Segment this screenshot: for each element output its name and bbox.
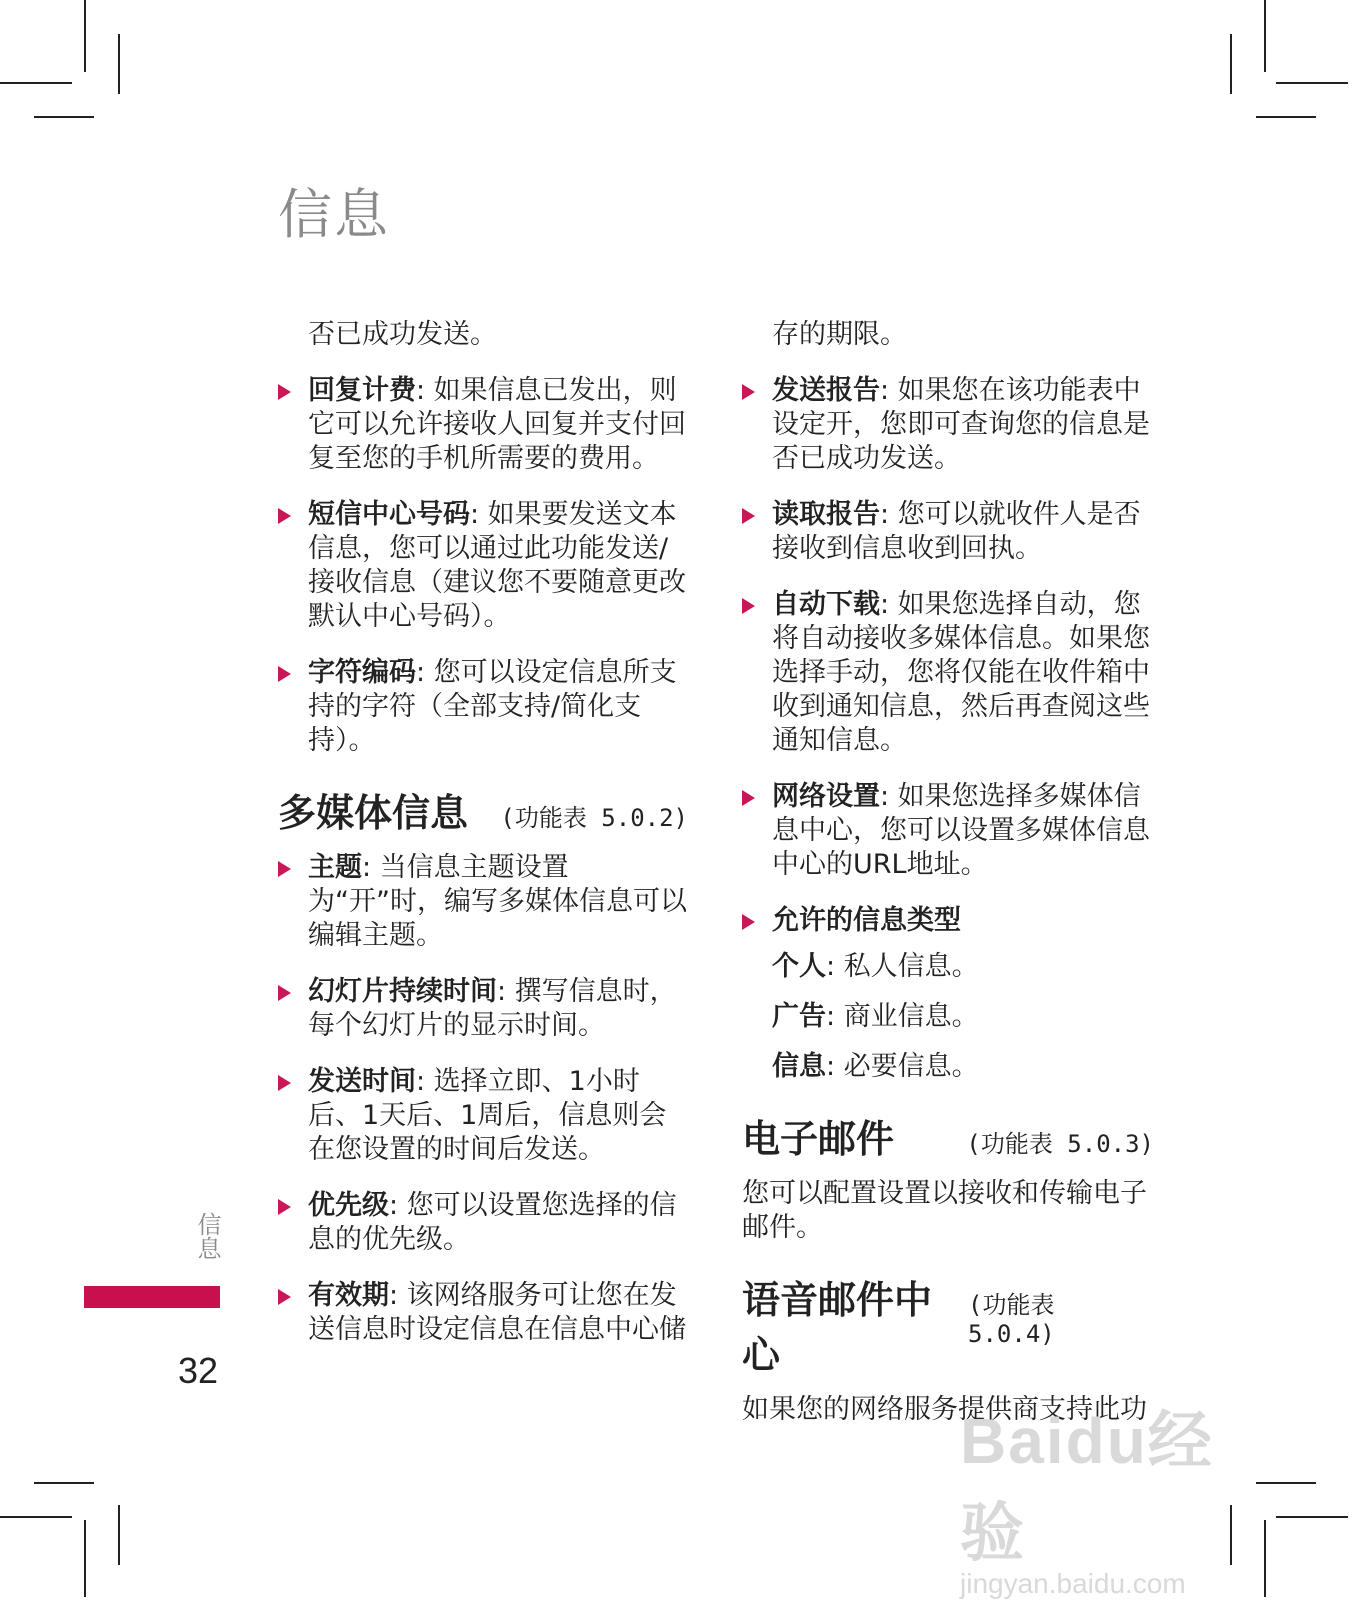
- sub-item-text: : 商业信息。: [826, 1001, 979, 1032]
- bullet-text: : 如果要发送文本信息，您可以通过此功能发送/接收信息（建议您不要随意更改默认中心号码）。: [308, 499, 686, 632]
- page-number: 32: [178, 1350, 219, 1391]
- crop-mark: [0, 1516, 72, 1518]
- bullet-item: [278, 1189, 688, 1257]
- page-title: 信息: [278, 183, 390, 246]
- bullet-label: 发送报告: [772, 375, 880, 406]
- section-heading-email: [742, 1108, 1154, 1163]
- menu-reference: (功能表 5.0.3): [966, 1130, 1154, 1158]
- side-tab-bar: [84, 1286, 220, 1308]
- section-title: 多媒体信息: [278, 791, 469, 835]
- bullet-text: : 您可以设置您选择的信息的优先级。: [308, 1190, 677, 1255]
- watermark: [960, 1390, 1260, 1599]
- watermark-logo: Baidu经验: [960, 1405, 1214, 1569]
- crop-mark: [1276, 1516, 1348, 1518]
- crop-mark: [1264, 0, 1266, 72]
- bullet-item: [742, 780, 1154, 882]
- bullet-text: : 撰写信息时，每个幻灯片的显示时间。: [308, 976, 677, 1041]
- bullet-item-allowed-types: [742, 904, 1154, 938]
- triangle-bullet-icon: [278, 508, 291, 524]
- triangle-bullet-icon: [278, 1289, 291, 1305]
- crop-mark: [1230, 34, 1232, 94]
- section-heading-mms: [278, 782, 688, 837]
- right-column: [742, 318, 1154, 1449]
- triangle-bullet-icon: [278, 1199, 291, 1215]
- continuation-text: 否已成功发送。: [308, 319, 497, 350]
- section-title: 电子邮件: [742, 1117, 895, 1161]
- triangle-bullet-icon: [278, 861, 291, 877]
- crop-mark: [118, 34, 120, 94]
- crop-mark: [84, 1520, 86, 1597]
- bullet-item: [742, 374, 1154, 476]
- allowed-type-item: [772, 1000, 1154, 1034]
- bullet-item: [278, 498, 688, 634]
- bullet-item: [278, 656, 688, 758]
- triangle-bullet-icon: [278, 985, 291, 1001]
- bullet-item: [278, 975, 688, 1043]
- bullet-item: [278, 374, 688, 476]
- bullet-text: : 您可以设定信息所支持的字符（全部支持/简化支持）。: [308, 657, 677, 756]
- bullet-item: [742, 588, 1154, 758]
- bullet-text: : 如果您选择多媒体信息中心，您可以设置多媒体信息中心的URL地址。: [772, 781, 1150, 880]
- allowed-type-item: [772, 1050, 1154, 1084]
- menu-reference: (功能表 5.0.4): [968, 1291, 1055, 1348]
- triangle-bullet-icon: [742, 384, 755, 400]
- bullet-label: 主题: [308, 852, 362, 883]
- bullet-label: 网络设置: [772, 781, 880, 812]
- triangle-bullet-icon: [742, 790, 755, 806]
- bullet-item: [278, 851, 688, 953]
- triangle-bullet-icon: [278, 1075, 291, 1091]
- crop-mark: [34, 1482, 94, 1484]
- crop-mark: [1276, 82, 1348, 84]
- bullet-text: : 您可以就收件人是否接收到信息收到回执。: [772, 499, 1141, 564]
- crop-mark: [84, 0, 86, 72]
- bullet-text: : 如果信息已发出，则它可以允许接收人回复并支付回复至您的手机所需要的费用。: [308, 375, 686, 474]
- crop-mark: [0, 82, 72, 84]
- bullet-text: : 该网络服务可让您在发送信息时设定信息在信息中心储: [308, 1280, 686, 1345]
- side-tab-label: 信息: [193, 1212, 221, 1260]
- sub-item-text: : 必要信息。: [826, 1051, 979, 1082]
- watermark-url: jingyan.baidu.com: [960, 1568, 1186, 1599]
- left-column: [278, 318, 688, 1369]
- bullet-text: : 如果您选择自动，您将自动接收多媒体信息。如果您选择手动，您将仅能在收件箱中收到通知信息，然后再查阅这些通知信息。: [772, 589, 1150, 756]
- menu-reference: (功能表 5.0.2): [500, 804, 688, 832]
- bullet-text: : 如果您在该功能表中设定开，您即可查询您的信息是否已成功发送。: [772, 375, 1150, 474]
- section-heading-voicemail: [742, 1269, 1154, 1379]
- bullet-item: [278, 1065, 688, 1167]
- sub-item-label: 个人: [772, 951, 826, 982]
- bullet-label: 短信中心号码: [308, 499, 470, 530]
- bullet-item: [278, 1279, 688, 1347]
- sub-item-label: 广告: [772, 1001, 826, 1032]
- bullet-text: : 选择立即、1小时后、1天后、1周后，信息则会在您设置的时间后发送。: [308, 1066, 667, 1165]
- triangle-bullet-icon: [742, 914, 755, 930]
- bullet-label: 字符编码: [308, 657, 416, 688]
- triangle-bullet-icon: [742, 508, 755, 524]
- bullet-label: 允许的信息类型: [772, 905, 961, 936]
- bullet-text: : 当信息主题设置为“开”时，编写多媒体信息可以编辑主题。: [308, 852, 687, 951]
- bullet-label: 幻灯片持续时间: [308, 976, 497, 1007]
- triangle-bullet-icon: [742, 598, 755, 614]
- bullet-label: 回复计费: [308, 375, 416, 406]
- bullet-label: 读取报告: [772, 499, 880, 530]
- bullet-label: 自动下载: [772, 589, 880, 620]
- crop-mark: [118, 1505, 120, 1565]
- section-text: 您可以配置设置以接收和传输电子邮件。: [742, 1178, 1147, 1243]
- continuation-text: 存的期限。: [772, 319, 907, 350]
- triangle-bullet-icon: [278, 384, 291, 400]
- bullet-label: 发送时间: [308, 1066, 416, 1097]
- bullet-item: [742, 498, 1154, 566]
- sub-item-label: 信息: [772, 1051, 826, 1082]
- section-title: 语音邮件中心: [742, 1278, 933, 1377]
- crop-mark: [1256, 1482, 1316, 1484]
- crop-mark: [1264, 1520, 1266, 1597]
- sub-item-text: : 私人信息。: [826, 951, 979, 982]
- triangle-bullet-icon: [278, 666, 291, 682]
- bullet-label: 有效期: [308, 1280, 389, 1311]
- crop-mark: [1256, 116, 1316, 118]
- allowed-type-item: [772, 950, 1154, 984]
- section-text: 如果您的网络服务提供商支持此功: [742, 1394, 1147, 1425]
- bullet-label: 优先级: [308, 1190, 389, 1221]
- crop-mark: [34, 116, 94, 118]
